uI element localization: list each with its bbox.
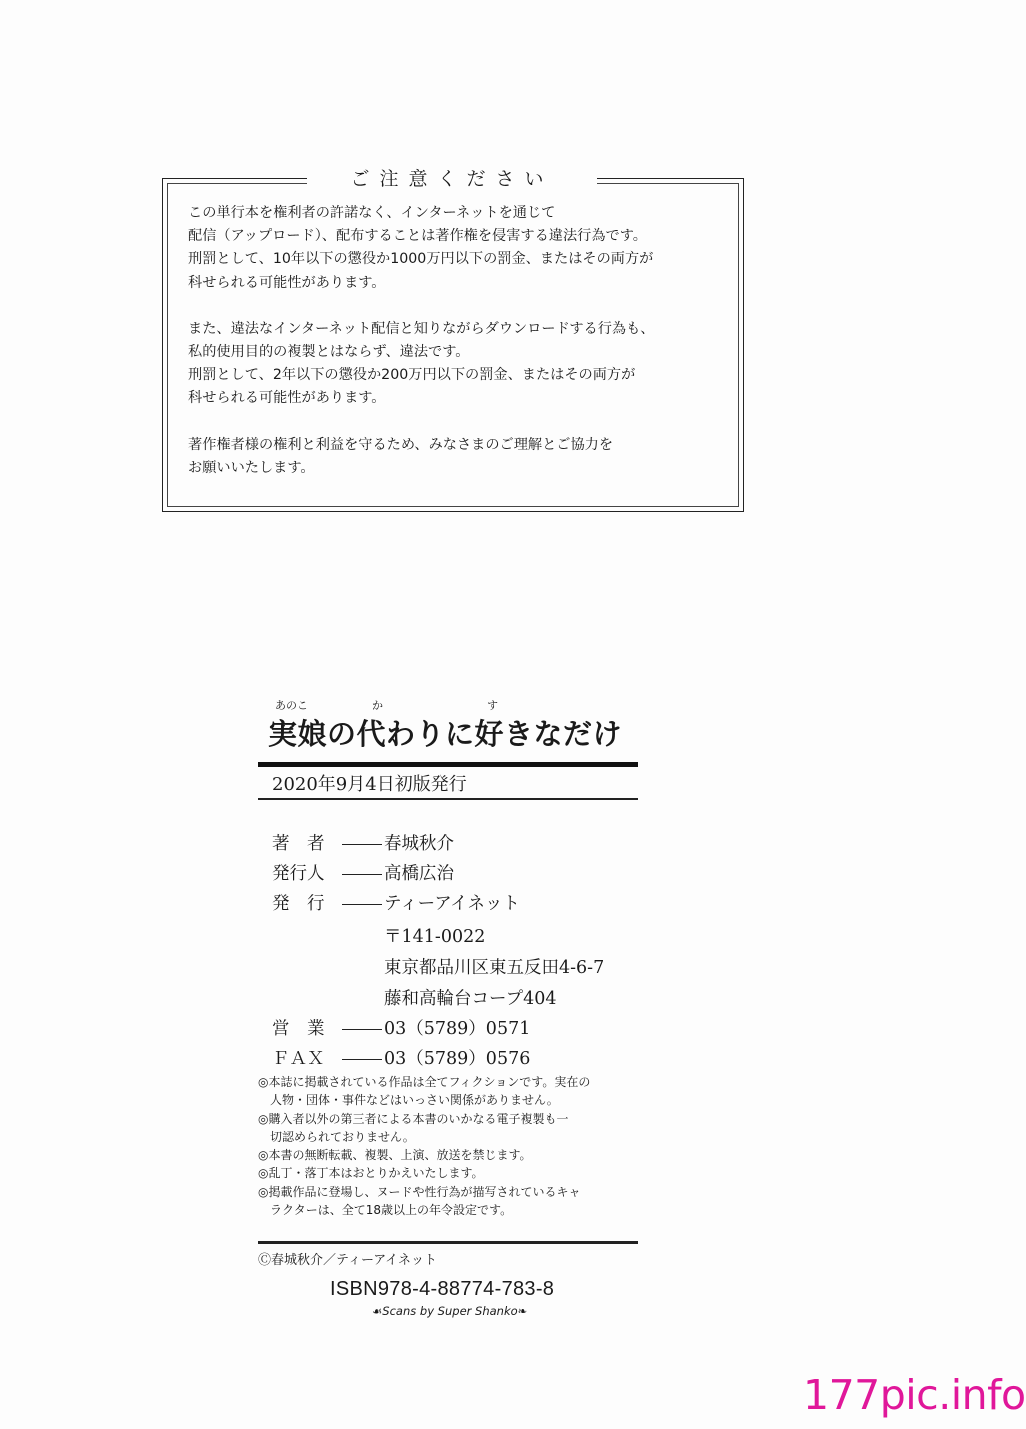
dash (342, 844, 382, 845)
dash (342, 1029, 382, 1030)
scans-credit: ☙Scans by Super Shanko❧ (372, 1304, 528, 1318)
notice-body (188, 202, 728, 503)
contact-label: ＦＡＸ (272, 1049, 325, 1069)
address-postcode: 〒141-0022 (384, 927, 486, 947)
dash (342, 1059, 382, 1060)
dash (342, 904, 382, 905)
notice-paragraph-2: また、違法なインターネット配信と知りながらダウンロードする行為も、 私的使用目的の複製とはならず、違法です。 刑罰として、2年以下の懲役か200万円以下の罰金、またはその両方が 科せられる可能性があります。 (188, 320, 655, 407)
credit-value: 高橋広治 (384, 864, 454, 884)
contact-label: 営 業 (272, 1019, 325, 1039)
credit-publisher-person (272, 860, 454, 885)
title-rule (258, 762, 638, 767)
credit-label: 発 行 (272, 894, 325, 914)
contact-fax (272, 1045, 530, 1070)
ruby-su: す (487, 699, 498, 712)
address-line-2: 藤和高輪台コープ404 (384, 989, 557, 1009)
dash (342, 874, 382, 875)
credit-publisher (272, 890, 520, 915)
ruby-ka: か (372, 699, 383, 712)
contact-value: 03（5789）0576 (384, 1049, 531, 1069)
notice-paragraph-1: この単行本を権利者の許諾なく、インターネットを通じて 配信（アップロード）、配布することは著作権を侵害する違法行為です。 刑罰として、10年以下の懲役か1000万円以下の罰金、またはその両方が 科せられる可能性があります。 (188, 205, 654, 291)
credit-value: ティーアイネット (384, 894, 520, 914)
isbn: ISBN978-4-88774-783-8 (330, 1278, 555, 1300)
first-edition-date: 2020年9月4日初版発行 (272, 774, 467, 795)
rule-after-date (258, 798, 638, 800)
contact-sales (272, 1015, 530, 1040)
legal-notes: ◎本誌に掲載されている作品は全てフィクションです。実在の 人物・団体・事件などはいっさい関係がありません。 ◎購入者以外の第三者による本書のいかなる電子複製も一 切認められておりません。 ◎本書の無断転載、複製、上演、放送を禁じます。 ◎乱丁・落丁本はおとりかえいたします。 ◎掲載作品に登場し、ヌードや性行為が描写されているキャ ラクターは、全て18歳以上の年令設定です。 (258, 1075, 591, 1218)
credit-value: 春城秋介 (384, 834, 454, 854)
ruby-anoko: あのこ (275, 699, 308, 712)
credit-author (272, 830, 454, 855)
copyright: Ⓒ春城秋介／ティーアイネット (258, 1253, 438, 1268)
book-title: 実娘の代わりに好きなだけ (268, 717, 623, 751)
rule-before-copyright (258, 1241, 638, 1244)
notice-paragraph-3: 著作権者様の権利と利益を守るため、みなさまのご理解とご協力を お願いいたします。 (188, 436, 614, 476)
credit-label: 発行人 (272, 864, 325, 884)
notice-title: ご注意ください (307, 164, 597, 194)
watermark: 177pic.info (803, 1371, 1026, 1419)
credit-label: 著 者 (272, 834, 325, 854)
address-line-1: 東京都品川区東五反田4-6-7 (384, 958, 605, 978)
contact-value: 03（5789）0571 (384, 1019, 531, 1039)
